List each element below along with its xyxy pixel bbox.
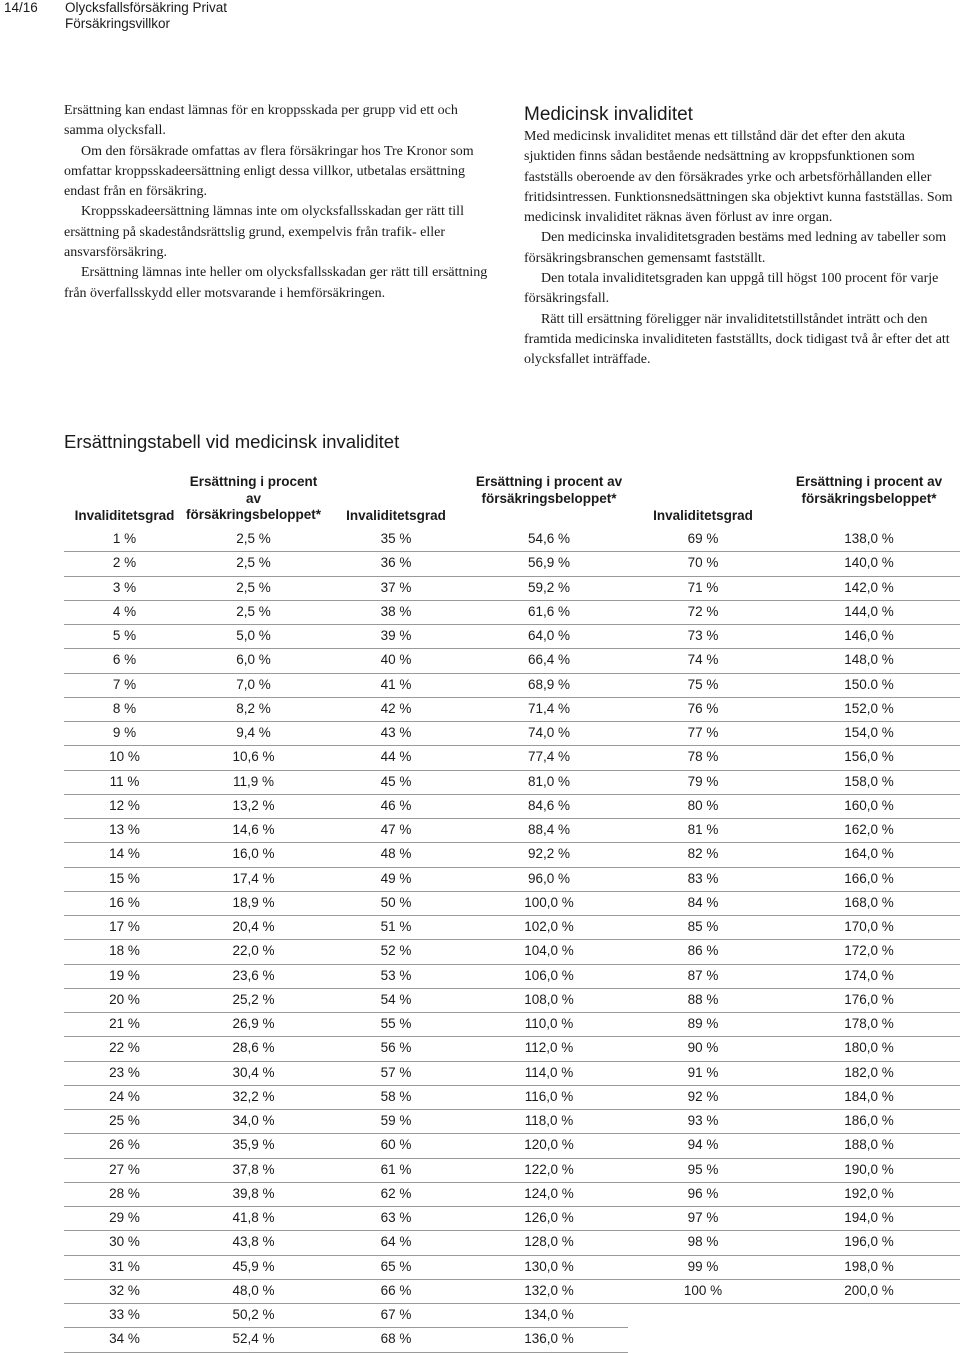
paragraph: Den totala invaliditetsgraden kan uppgå till högst 100 procent för varje försäkringsfall. — [524, 271, 939, 307]
table-row — [64, 625, 960, 649]
cell-grade — [628, 1328, 778, 1352]
cell-compensation: 142,0 % — [778, 577, 960, 601]
cell-compensation: 23,6 % — [185, 965, 322, 989]
cell-grade: 67 % — [322, 1304, 470, 1328]
cell-compensation: 61,6 % — [470, 601, 628, 625]
table-row — [64, 940, 960, 964]
cell-grade: 7 % — [64, 674, 185, 698]
cell-grade: 8 % — [64, 698, 185, 722]
cell-compensation: 192,0 % — [778, 1183, 960, 1207]
cell-grade: 87 % — [628, 965, 778, 989]
table-row — [64, 1256, 960, 1280]
cell-compensation: 14,6 % — [185, 819, 322, 843]
cell-compensation: 182,0 % — [778, 1062, 960, 1086]
table-title: Ersättningstabell vid medicinsk invaliditet — [64, 431, 400, 452]
cell-grade: 64 % — [322, 1231, 470, 1255]
cell-compensation: 34,0 % — [185, 1110, 322, 1134]
cell-compensation: 22,0 % — [185, 940, 322, 964]
cell-compensation: 154,0 % — [778, 722, 960, 746]
section-heading: Medicinsk invaliditet — [524, 104, 693, 125]
cell-grade: 89 % — [628, 1013, 778, 1037]
cell-grade: 22 % — [64, 1037, 185, 1061]
cell-grade: 47 % — [322, 819, 470, 843]
cell-compensation: 118,0 % — [470, 1110, 628, 1134]
cell-grade: 65 % — [322, 1256, 470, 1280]
cell-compensation: 112,0 % — [470, 1037, 628, 1061]
paragraph: Ersättning lämnas inte heller om olycksfallsskadan ger rätt till ersättning från överfallsskydd eller motsvarande i hemförsäkringen. — [64, 265, 488, 301]
cell-compensation: 108,0 % — [470, 989, 628, 1013]
cell-compensation: 71,4 % — [470, 698, 628, 722]
table-row — [64, 1183, 960, 1207]
header-compensation: Ersättning i procent av försäkringsbeloppet* — [185, 474, 322, 522]
compensation-table-body — [64, 528, 960, 1353]
cell-compensation: 2,5 % — [185, 577, 322, 601]
cell-compensation: 136,0 % — [470, 1328, 628, 1352]
cell-grade: 20 % — [64, 989, 185, 1013]
cell-compensation: 41,8 % — [185, 1207, 322, 1231]
cell-compensation: 84,6 % — [470, 795, 628, 819]
cell-grade: 17 % — [64, 916, 185, 940]
header-grade: Invaliditetsgrad — [74, 508, 175, 523]
cell-compensation: 188,0 % — [778, 1134, 960, 1158]
cell-compensation: 5,0 % — [185, 625, 322, 649]
cell-grade: 98 % — [628, 1231, 778, 1255]
cell-compensation: 54,6 % — [470, 528, 628, 552]
cell-grade: 96 % — [628, 1183, 778, 1207]
cell-grade: 93 % — [628, 1110, 778, 1134]
cell-grade: 31 % — [64, 1256, 185, 1280]
table-row — [64, 1304, 960, 1328]
cell-compensation: 52,4 % — [185, 1328, 322, 1352]
cell-grade: 25 % — [64, 1110, 185, 1134]
cell-compensation: 186,0 % — [778, 1110, 960, 1134]
cell-compensation: 184,0 % — [778, 1086, 960, 1110]
document-title: Olycksfallsförsäkring Privat — [65, 0, 228, 15]
cell-compensation: 168,0 % — [778, 892, 960, 916]
table-row — [64, 722, 960, 746]
document-subtitle: Försäkringsvillkor — [65, 16, 171, 31]
table-row — [64, 1013, 960, 1037]
cell-grade: 38 % — [322, 601, 470, 625]
cell-compensation: 81,0 % — [470, 771, 628, 795]
table-row — [64, 1280, 960, 1304]
cell-compensation: 43,8 % — [185, 1231, 322, 1255]
cell-compensation: 174,0 % — [778, 965, 960, 989]
cell-compensation: 166,0 % — [778, 868, 960, 892]
cell-compensation: 134,0 % — [470, 1304, 628, 1328]
cell-grade: 81 % — [628, 819, 778, 843]
cell-grade: 46 % — [322, 795, 470, 819]
table-row — [64, 916, 960, 940]
cell-grade: 36 % — [322, 552, 470, 576]
cell-grade: 77 % — [628, 722, 778, 746]
cell-compensation: 32,2 % — [185, 1086, 322, 1110]
cell-grade: 2 % — [64, 552, 185, 576]
cell-compensation: 144,0 % — [778, 601, 960, 625]
cell-grade: 91 % — [628, 1062, 778, 1086]
cell-compensation: 50,2 % — [185, 1304, 322, 1328]
cell-compensation: 176,0 % — [778, 989, 960, 1013]
cell-compensation: 68,9 % — [470, 674, 628, 698]
cell-grade: 37 % — [322, 577, 470, 601]
cell-compensation: 88,4 % — [470, 819, 628, 843]
cell-grade: 86 % — [628, 940, 778, 964]
cell-grade: 58 % — [322, 1086, 470, 1110]
cell-compensation: 17,4 % — [185, 868, 322, 892]
cell-compensation: 20,4 % — [185, 916, 322, 940]
header-compensation: Ersättning i procent av försäkringsbeloppet* — [795, 474, 943, 506]
cell-grade: 14 % — [64, 843, 185, 867]
header-grade: Invaliditetsgrad — [346, 508, 446, 523]
cell-compensation: 8,2 % — [185, 698, 322, 722]
cell-grade: 6 % — [64, 649, 185, 673]
table-row — [64, 528, 960, 552]
cell-compensation: 120,0 % — [470, 1134, 628, 1158]
cell-compensation: 77,4 % — [470, 746, 628, 770]
paragraph: Den medicinska invaliditetsgraden bestäms med ledning av tabeller som försäkringsbranschen gemensamt fastställt. — [524, 230, 947, 266]
cell-grade: 27 % — [64, 1159, 185, 1183]
cell-grade: 68 % — [322, 1328, 470, 1352]
cell-compensation: 28,6 % — [185, 1037, 322, 1061]
cell-compensation: 146,0 % — [778, 625, 960, 649]
cell-grade: 52 % — [322, 940, 470, 964]
cell-compensation: 178,0 % — [778, 1013, 960, 1037]
cell-compensation: 48,0 % — [185, 1280, 322, 1304]
cell-grade: 30 % — [64, 1231, 185, 1255]
cell-grade: 43 % — [322, 722, 470, 746]
cell-compensation: 37,8 % — [185, 1159, 322, 1183]
table-row — [64, 601, 960, 625]
cell-grade: 88 % — [628, 989, 778, 1013]
table-row — [64, 674, 960, 698]
cell-compensation: 2,5 % — [185, 528, 322, 552]
cell-compensation: 11,9 % — [185, 771, 322, 795]
cell-grade: 45 % — [322, 771, 470, 795]
header-compensation: Ersättning i procent av försäkringsbeloppet* — [475, 474, 623, 506]
cell-grade: 48 % — [322, 843, 470, 867]
cell-grade: 92 % — [628, 1086, 778, 1110]
cell-grade: 12 % — [64, 795, 185, 819]
cell-grade: 18 % — [64, 940, 185, 964]
cell-grade: 1 % — [64, 528, 185, 552]
cell-compensation: 2,5 % — [185, 601, 322, 625]
cell-compensation: 2,5 % — [185, 552, 322, 576]
cell-compensation: 96,0 % — [470, 868, 628, 892]
cell-compensation: 104,0 % — [470, 940, 628, 964]
table-row — [64, 649, 960, 673]
cell-compensation: 100,0 % — [470, 892, 628, 916]
cell-compensation: 162,0 % — [778, 819, 960, 843]
table-row — [64, 868, 960, 892]
cell-grade: 35 % — [322, 528, 470, 552]
cell-compensation: 172,0 % — [778, 940, 960, 964]
cell-grade — [628, 1304, 778, 1328]
table-row — [64, 989, 960, 1013]
cell-grade: 11 % — [64, 771, 185, 795]
cell-compensation: 180,0 % — [778, 1037, 960, 1061]
cell-compensation: 45,9 % — [185, 1256, 322, 1280]
cell-grade: 42 % — [322, 698, 470, 722]
table-row — [64, 892, 960, 916]
cell-grade: 33 % — [64, 1304, 185, 1328]
cell-compensation: 114,0 % — [470, 1062, 628, 1086]
cell-grade: 74 % — [628, 649, 778, 673]
cell-grade: 59 % — [322, 1110, 470, 1134]
cell-grade: 39 % — [322, 625, 470, 649]
cell-grade: 71 % — [628, 577, 778, 601]
table-row — [64, 698, 960, 722]
cell-grade: 60 % — [322, 1134, 470, 1158]
cell-compensation: 26,9 % — [185, 1013, 322, 1037]
cell-grade: 50 % — [322, 892, 470, 916]
header-grade: Invaliditetsgrad — [653, 508, 753, 523]
cell-compensation: 18,9 % — [185, 892, 322, 916]
cell-grade: 63 % — [322, 1207, 470, 1231]
cell-compensation: 9,4 % — [185, 722, 322, 746]
cell-grade: 4 % — [64, 601, 185, 625]
cell-grade: 75 % — [628, 674, 778, 698]
cell-compensation: 124,0 % — [470, 1183, 628, 1207]
cell-grade: 26 % — [64, 1134, 185, 1158]
cell-compensation: 66,4 % — [470, 649, 628, 673]
cell-compensation: 10,6 % — [185, 746, 322, 770]
cell-grade: 29 % — [64, 1207, 185, 1231]
cell-compensation: 6,0 % — [185, 649, 322, 673]
cell-grade: 73 % — [628, 625, 778, 649]
paragraph: Med medicinsk invaliditet menas ett tillstånd där det efter den akuta sjuktiden finns sådan bestående nedsättning av kroppsfunktionen som fastställs oberoende av den försäkrades yrke och arbetsförhållanden eller fritidsintressen. Funktionsnedsättningen ska objektivt kunna fastställas. Som medicinsk invaliditet räknas även förlust av inre organ. — [524, 129, 953, 226]
paragraph: Rätt till ersättning föreligger när invaliditetstillståndet inträtt och den framtida medicinska invaliditeten fastställts, dock tidigast två år efter det att olycksfallet inträffade. — [524, 311, 950, 368]
cell-compensation: 150.0 % — [778, 674, 960, 698]
cell-compensation: 30,4 % — [185, 1062, 322, 1086]
cell-grade: 21 % — [64, 1013, 185, 1037]
table-row — [64, 819, 960, 843]
cell-grade: 84 % — [628, 892, 778, 916]
cell-compensation: 138,0 % — [778, 528, 960, 552]
paragraph: Ersättning kan endast lämnas för en kroppsskada per grupp vid ett och samma olycksfall. — [64, 103, 458, 139]
cell-grade: 56 % — [322, 1037, 470, 1061]
cell-compensation: 200,0 % — [778, 1280, 960, 1304]
cell-compensation: 39,8 % — [185, 1183, 322, 1207]
cell-grade: 80 % — [628, 795, 778, 819]
cell-grade: 72 % — [628, 601, 778, 625]
cell-grade: 5 % — [64, 625, 185, 649]
cell-grade: 76 % — [628, 698, 778, 722]
cell-compensation: 92,2 % — [470, 843, 628, 867]
cell-compensation: 122,0 % — [470, 1159, 628, 1183]
table-row — [64, 1062, 960, 1086]
cell-compensation: 164,0 % — [778, 843, 960, 867]
cell-grade: 95 % — [628, 1159, 778, 1183]
cell-grade: 54 % — [322, 989, 470, 1013]
cell-grade: 78 % — [628, 746, 778, 770]
cell-grade: 23 % — [64, 1062, 185, 1086]
paragraph: Om den försäkrade omfattas av flera försäkringar hos Tre Kronor som omfattar kroppsskadeersättning enligt dessa villkor, utbetalas ersättning endast från en försäkring. — [64, 143, 474, 200]
cell-grade: 15 % — [64, 868, 185, 892]
cell-compensation — [778, 1328, 960, 1352]
cell-grade: 90 % — [628, 1037, 778, 1061]
cell-compensation: 152,0 % — [778, 698, 960, 722]
cell-compensation: 160,0 % — [778, 795, 960, 819]
cell-grade: 61 % — [322, 1159, 470, 1183]
cell-compensation: 64,0 % — [470, 625, 628, 649]
cell-grade: 66 % — [322, 1280, 470, 1304]
cell-grade: 44 % — [322, 746, 470, 770]
cell-grade: 100 % — [628, 1280, 778, 1304]
cell-grade: 49 % — [322, 868, 470, 892]
cell-grade: 79 % — [628, 771, 778, 795]
cell-compensation: 59,2 % — [470, 577, 628, 601]
cell-grade: 32 % — [64, 1280, 185, 1304]
table-row — [64, 1231, 960, 1255]
cell-grade: 40 % — [322, 649, 470, 673]
cell-grade: 51 % — [322, 916, 470, 940]
cell-compensation: 156,0 % — [778, 746, 960, 770]
cell-compensation — [778, 1304, 960, 1328]
cell-grade: 53 % — [322, 965, 470, 989]
cell-compensation: 130,0 % — [470, 1256, 628, 1280]
cell-grade: 94 % — [628, 1134, 778, 1158]
cell-grade: 85 % — [628, 916, 778, 940]
cell-compensation: 158,0 % — [778, 771, 960, 795]
cell-compensation: 74,0 % — [470, 722, 628, 746]
cell-grade: 82 % — [628, 843, 778, 867]
page-number: 14/16 — [4, 0, 38, 15]
table-row — [64, 1159, 960, 1183]
cell-compensation: 126,0 % — [470, 1207, 628, 1231]
table-row — [64, 1207, 960, 1231]
cell-compensation: 190,0 % — [778, 1159, 960, 1183]
cell-compensation: 132,0 % — [470, 1280, 628, 1304]
table-row — [64, 795, 960, 819]
cell-compensation: 140,0 % — [778, 552, 960, 576]
cell-compensation: 116,0 % — [470, 1086, 628, 1110]
cell-grade: 41 % — [322, 674, 470, 698]
cell-grade: 70 % — [628, 552, 778, 576]
table-row — [64, 746, 960, 770]
cell-grade: 9 % — [64, 722, 185, 746]
cell-grade: 3 % — [64, 577, 185, 601]
cell-grade: 99 % — [628, 1256, 778, 1280]
cell-grade: 10 % — [64, 746, 185, 770]
cell-grade: 13 % — [64, 819, 185, 843]
table-row — [64, 843, 960, 867]
table-row — [64, 1134, 960, 1158]
cell-grade: 34 % — [64, 1328, 185, 1352]
table-row — [64, 552, 960, 576]
cell-grade: 19 % — [64, 965, 185, 989]
cell-compensation: 196,0 % — [778, 1231, 960, 1255]
cell-compensation: 7,0 % — [185, 674, 322, 698]
paragraph: Kroppsskadeersättning lämnas inte om olycksfallsskadan ger rätt till ersättning på skadeståndsrättslig grund, exempelvis från trafik- eller ansvarsförsäkring. — [64, 204, 464, 261]
cell-compensation: 194,0 % — [778, 1207, 960, 1231]
table-row — [64, 1086, 960, 1110]
cell-compensation: 13,2 % — [185, 795, 322, 819]
table-row — [64, 1110, 960, 1134]
table-row — [64, 771, 960, 795]
cell-compensation: 170,0 % — [778, 916, 960, 940]
cell-grade: 28 % — [64, 1183, 185, 1207]
table-row — [64, 1328, 960, 1352]
cell-compensation: 106,0 % — [470, 965, 628, 989]
table-row — [64, 1037, 960, 1061]
left-text-column — [64, 101, 500, 304]
cell-grade: 55 % — [322, 1013, 470, 1037]
right-text-column — [524, 104, 958, 371]
cell-grade: 69 % — [628, 528, 778, 552]
cell-grade: 57 % — [322, 1062, 470, 1086]
cell-compensation: 56,9 % — [470, 552, 628, 576]
cell-grade: 16 % — [64, 892, 185, 916]
cell-grade: 24 % — [64, 1086, 185, 1110]
cell-grade: 83 % — [628, 868, 778, 892]
cell-compensation: 148,0 % — [778, 649, 960, 673]
cell-compensation: 16,0 % — [185, 843, 322, 867]
cell-compensation: 25,2 % — [185, 989, 322, 1013]
cell-grade: 97 % — [628, 1207, 778, 1231]
cell-compensation: 128,0 % — [470, 1231, 628, 1255]
cell-compensation: 198,0 % — [778, 1256, 960, 1280]
cell-grade: 62 % — [322, 1183, 470, 1207]
table-row — [64, 577, 960, 601]
table-row — [64, 965, 960, 989]
cell-compensation: 102,0 % — [470, 916, 628, 940]
cell-compensation: 110,0 % — [470, 1013, 628, 1037]
cell-compensation: 35,9 % — [185, 1134, 322, 1158]
